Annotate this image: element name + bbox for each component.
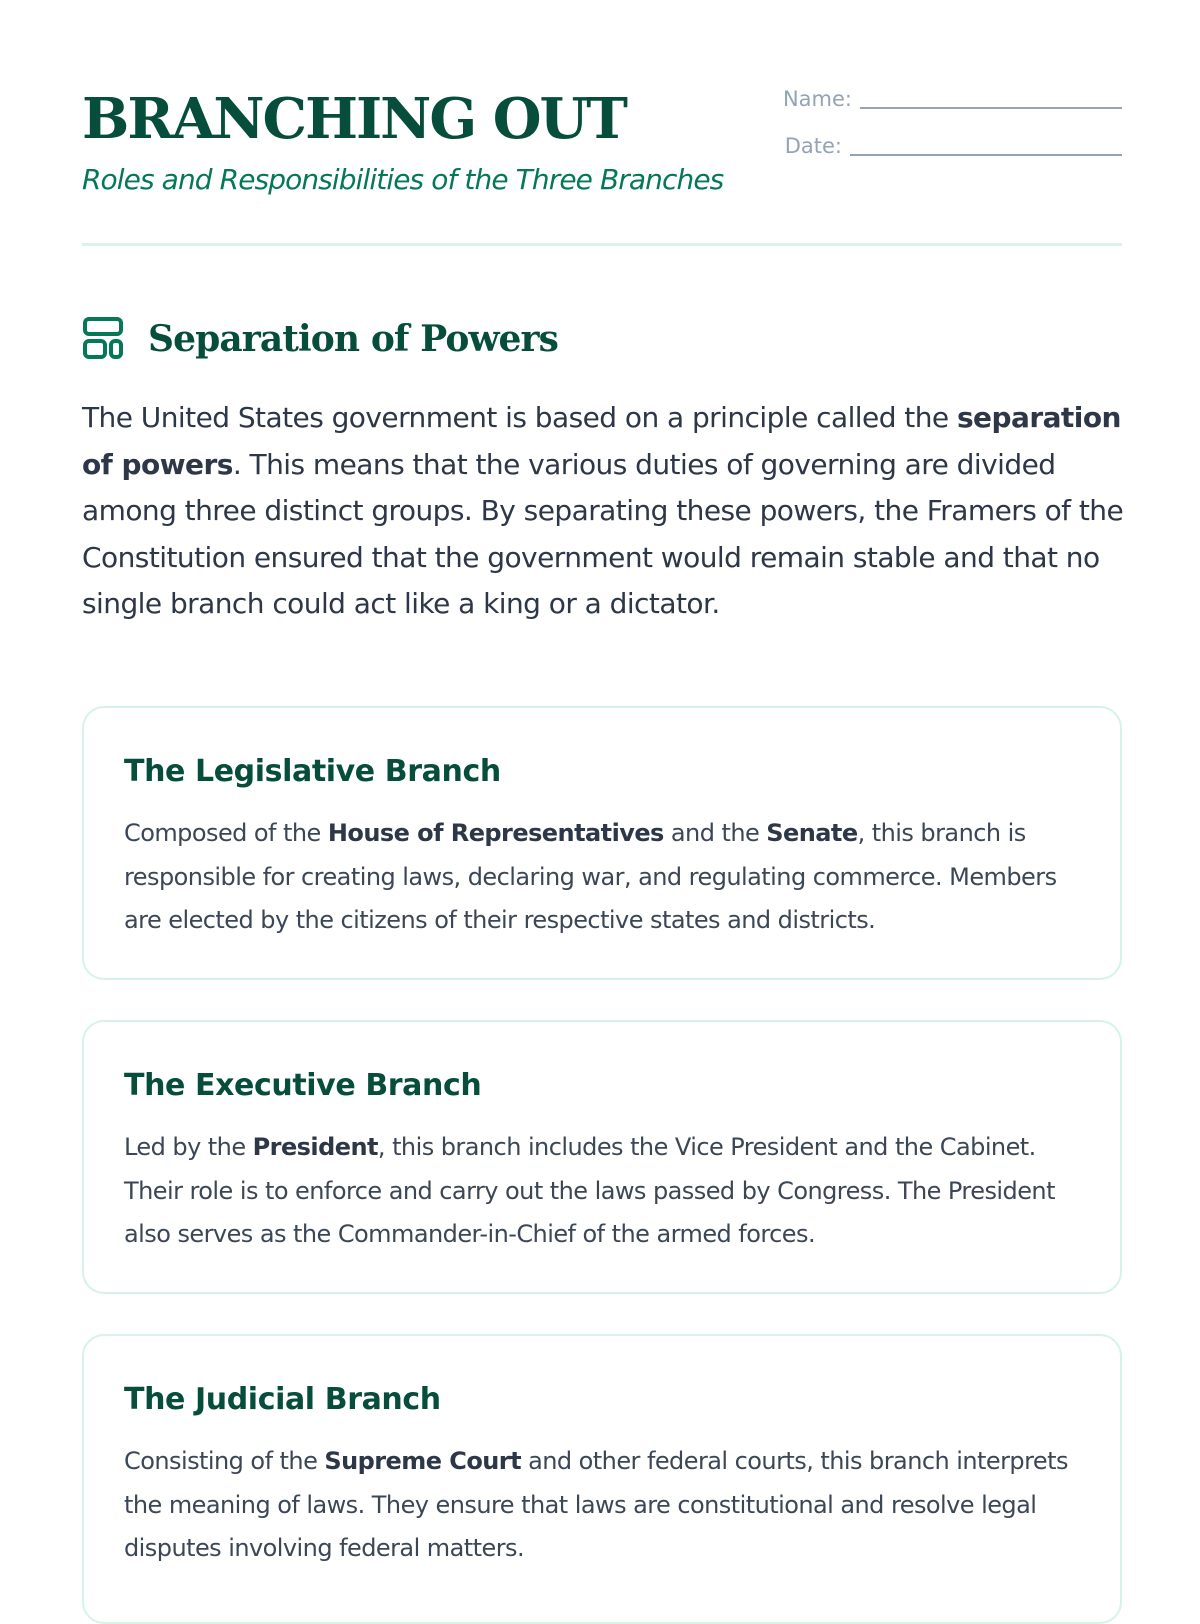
section-heading <box>82 316 558 362</box>
card-key-term: President <box>252 1133 378 1161</box>
executive-branch-card <box>82 1020 1122 1294</box>
card-text: Consisting of the <box>124 1447 325 1475</box>
card-description <box>124 1440 1099 1571</box>
section-title: Separation of Powers <box>148 318 558 360</box>
card-key-term: Supreme Court <box>324 1447 522 1475</box>
card-text: , this branch includes the Vice President and the Cabinet. Their role is to enforce and carry out the laws passed by Congress. The President also serves as the Commander-in-Chief of the armed forces. <box>124 1133 1055 1248</box>
name-blank-line[interactable] <box>860 85 1122 109</box>
intro-key-term: separation of powers <box>82 401 1121 481</box>
layout-icon <box>82 317 126 361</box>
date-blank-line[interactable] <box>850 132 1122 156</box>
card-text: Composed of the <box>124 819 328 847</box>
card-text: Led by the <box>124 1133 253 1161</box>
card-title: The Legislative Branch <box>124 754 501 789</box>
legislative-branch-card <box>82 706 1122 980</box>
card-description <box>124 1126 1099 1257</box>
card-title: The Executive Branch <box>124 1068 482 1103</box>
name-label: Name: <box>782 87 852 111</box>
card-description <box>124 812 1099 943</box>
intro-paragraph <box>82 395 1132 628</box>
card-text: and the <box>663 819 767 847</box>
judicial-branch-card <box>82 1334 1122 1624</box>
intro-text-start: The United States government is based on a principle called the <box>82 401 957 434</box>
page-subtitle: Roles and Responsibilities of the Three Branches <box>82 163 724 196</box>
worksheet-page <box>82 0 1124 1562</box>
page-title: BRANCHING OUT <box>82 86 626 152</box>
worksheet-header <box>82 0 1122 246</box>
date-field[interactable] <box>762 130 1122 160</box>
card-text: and other federal courts, this branch interprets the meaning of laws. They ensure that laws are constitutional and resolve legal disputes involving federal matters. <box>124 1447 1068 1562</box>
intro-text-end: . This means that the various duties of governing are divided among three distinct groups. By separating these powers, the Framers of the Constitution ensured that the government would remain stable and that no single branch could act like a king or a dictator. <box>82 447 1124 620</box>
card-title: The Judicial Branch <box>124 1382 441 1417</box>
card-key-term: House of Representatives <box>327 819 664 847</box>
card-key-term: Senate <box>766 819 858 847</box>
date-label: Date: <box>784 134 842 158</box>
student-info-fields <box>762 83 1122 177</box>
name-field[interactable] <box>762 83 1122 113</box>
card-text: , this branch is responsible for creating laws, declaring war, and regulating commerce. Members are elected by the citizens of their respective states and districts. <box>124 819 1057 934</box>
